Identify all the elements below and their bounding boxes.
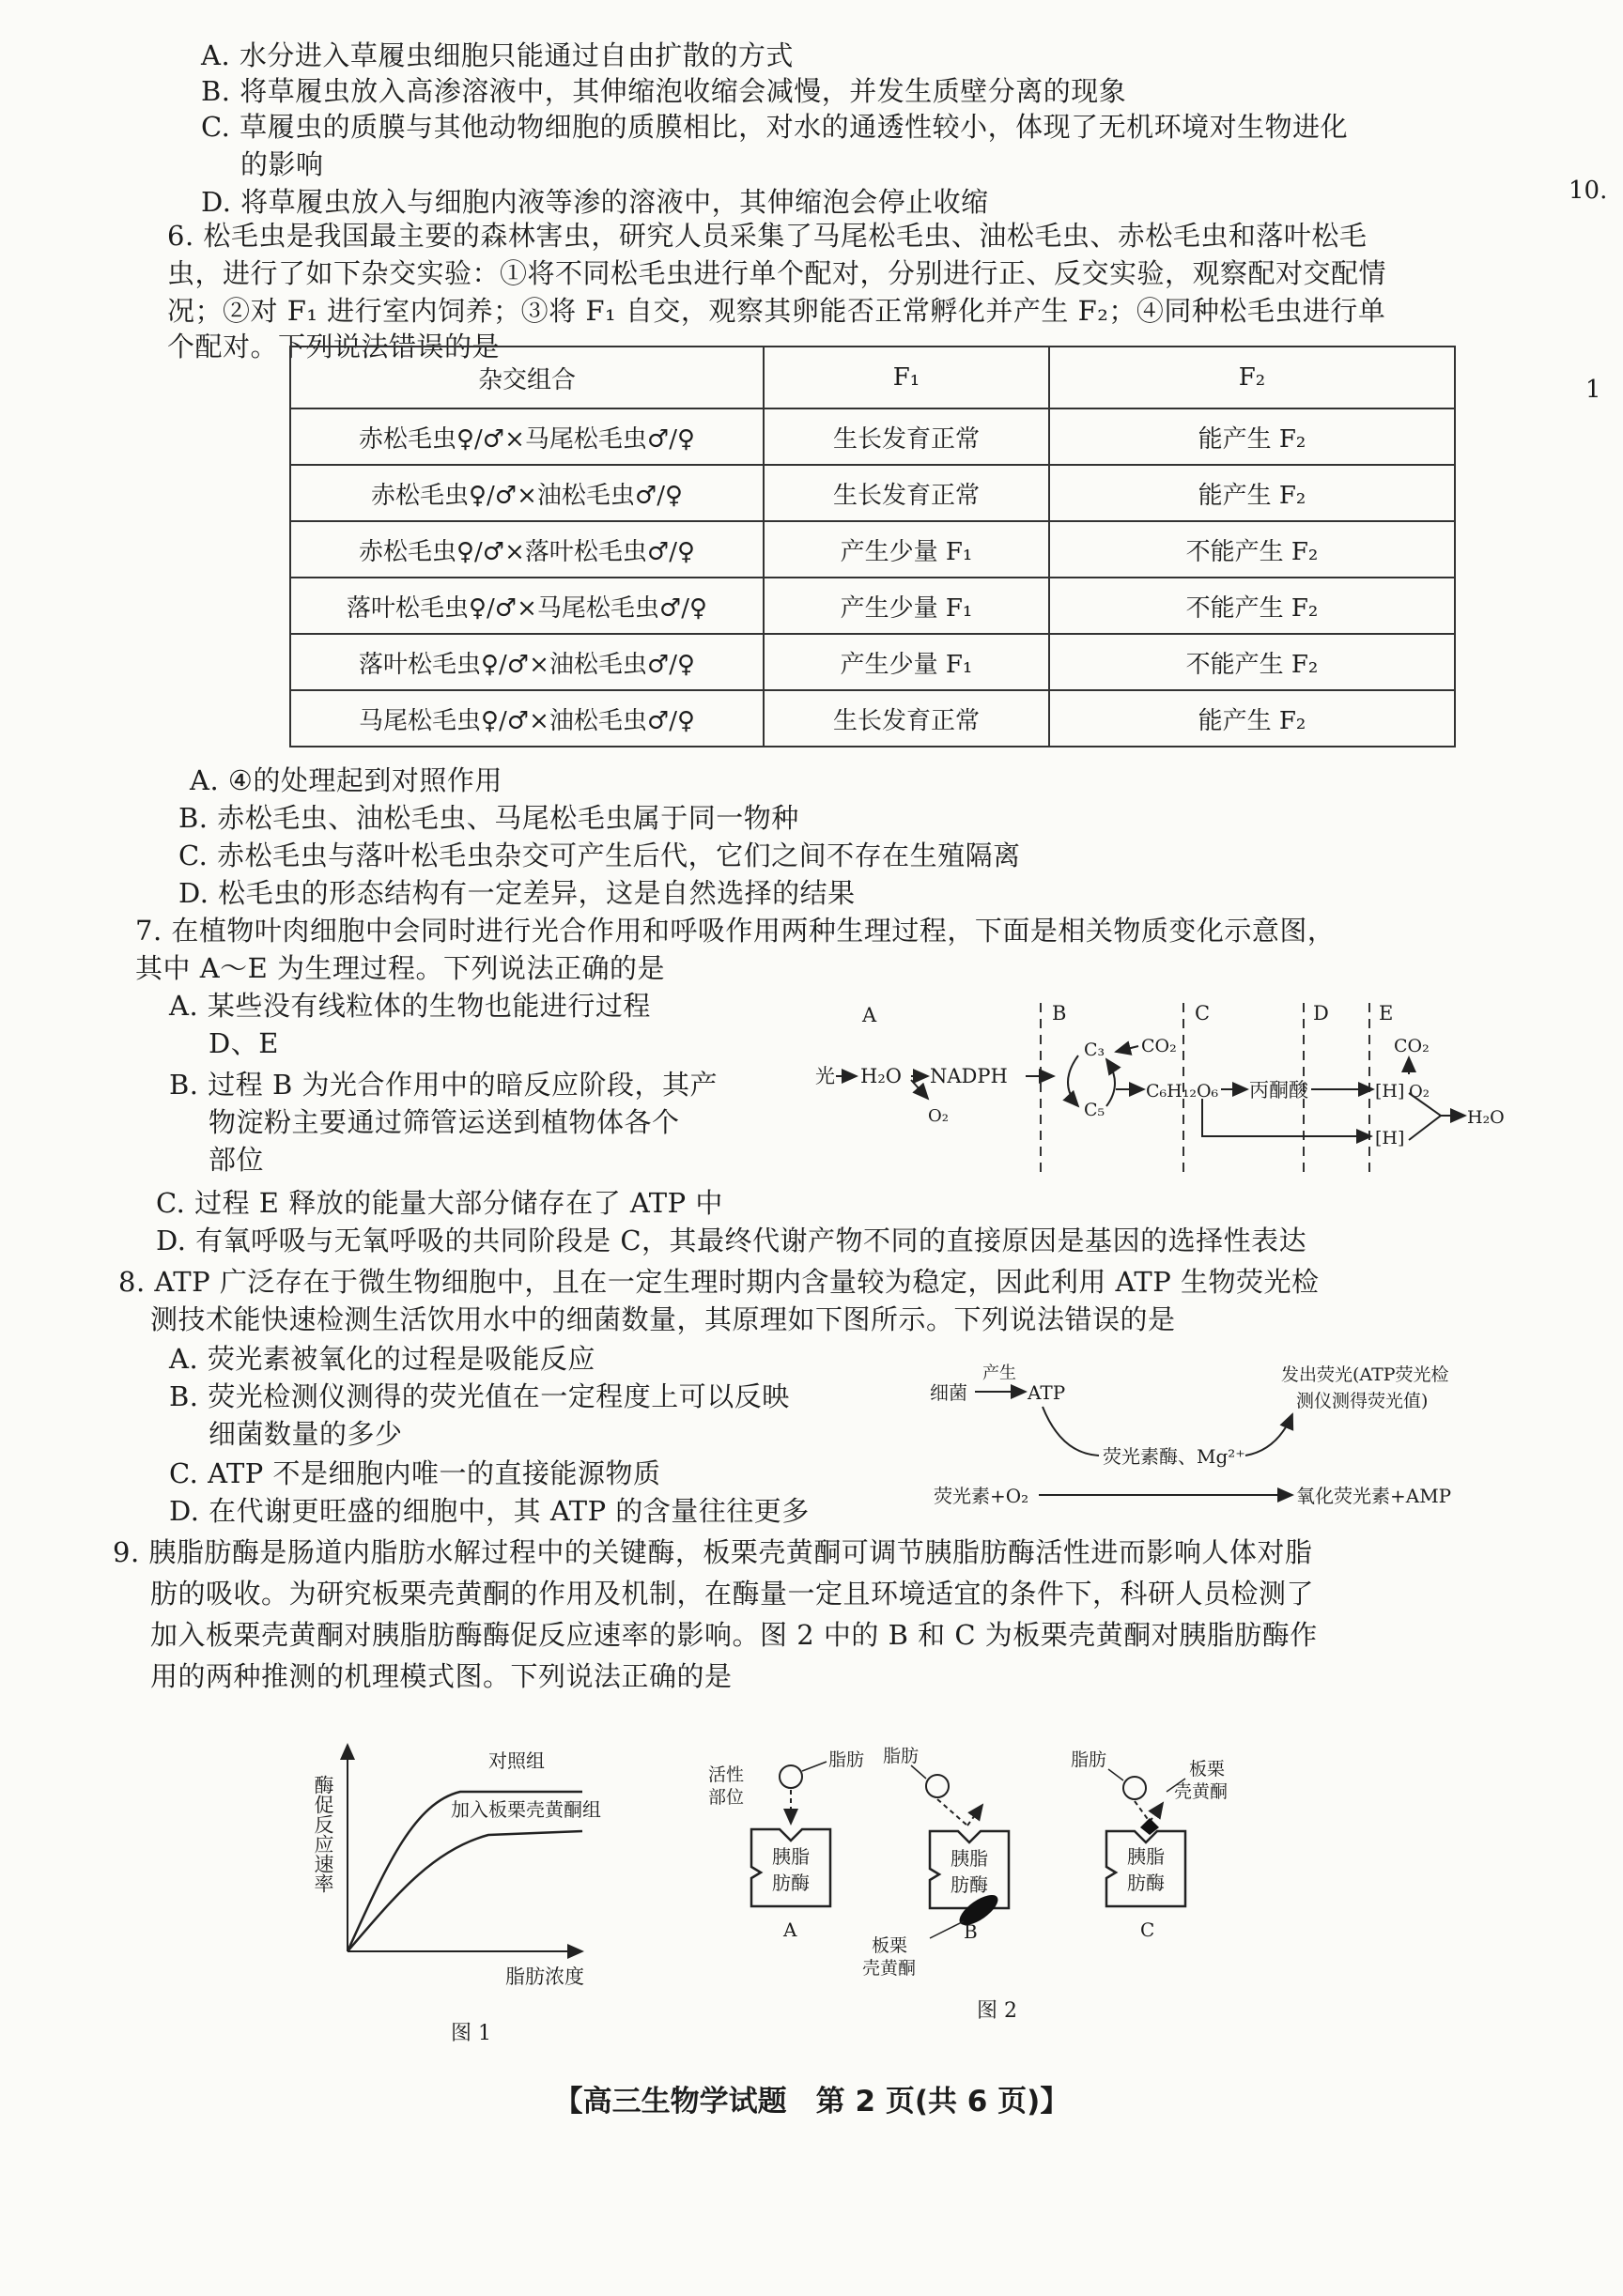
- table-cell: 不能产生 F₂: [1049, 578, 1455, 634]
- figure-1-caption: 图 1: [451, 2022, 491, 2045]
- enzyme-label-b-2: 肪酶: [951, 1873, 988, 1896]
- header-f2: F₂: [1049, 347, 1455, 408]
- enzyme-label: 荧光素酶、Mg²⁺: [1103, 1445, 1245, 1468]
- q5-option-d: D. 将草履虫放入与细胞内液等渗的溶液中，其伸缩泡会停止收缩: [201, 186, 989, 218]
- process-label-c: C: [1195, 1002, 1211, 1025]
- table-cell: 落叶松毛虫♀/♂×油松毛虫♂/♀: [290, 634, 764, 690]
- emit-label-2: 测仪测得荧光值): [1296, 1391, 1429, 1411]
- y-axis-label: 酶促反应速率: [312, 1775, 334, 1893]
- table-cell: 赤松毛虫♀/♂×马尾松毛虫♂/♀: [290, 408, 764, 465]
- margin-number-2: 1: [1585, 376, 1601, 404]
- flavonoid-label-b-2: 壳黄酮: [862, 1958, 917, 1979]
- q5-option-c: C. 草履虫的质膜与其他动物细胞的质膜相比，对水的通透性较小，体现了无机环境对生物进化: [201, 111, 1349, 143]
- substrate-label: 荧光素+O₂: [934, 1485, 1029, 1507]
- table-cell: 不能产生 F₂: [1049, 521, 1455, 578]
- metabolism-diagram: [808, 984, 1615, 1191]
- fat-molecule: [1123, 1777, 1146, 1799]
- q7-stem-2: 其中 A～E 为生理过程。下列说法正确的是: [135, 952, 666, 984]
- q7-option-a-cont: D、E: [209, 1027, 279, 1059]
- product-label: 氧化荧光素+AMP: [1296, 1485, 1452, 1507]
- fat-label: 脂肪: [828, 1749, 865, 1770]
- table-cell: 能产生 F₂: [1049, 465, 1455, 521]
- table-cell: 不能产生 F₂: [1049, 634, 1455, 690]
- q9-stem-4: 用的两种推测的机理模式图。下列说法正确的是: [150, 1660, 733, 1692]
- q7-option-d: D. 有氧呼吸与无氧呼吸的共同阶段是 C，其最终代谢产物不同的直接原因是基因的选择性表达: [156, 1225, 1307, 1256]
- fat-molecule: [926, 1775, 949, 1797]
- enzyme-label-c-2: 肪酶: [1127, 1872, 1165, 1894]
- q7-option-b-cont1: 物淀粉主要通过筛管运送到植物体各个: [209, 1106, 680, 1138]
- table-cell: 能产生 F₂: [1049, 408, 1455, 465]
- q8-option-a: A. 荧光素被氧化的过程是吸能反应: [169, 1343, 595, 1375]
- co2-label: CO₂: [1141, 1036, 1177, 1056]
- process-label-d: D: [1313, 1002, 1329, 1025]
- table-row: [290, 634, 1455, 690]
- q6-stem-4: 个配对。下列说法错误的是: [167, 331, 501, 362]
- process-label-b: B: [1052, 1002, 1067, 1025]
- q7-option-b-cont2: 部位: [209, 1144, 265, 1176]
- process-label-e: E: [1379, 1002, 1394, 1025]
- treated-label: 加入板栗壳黄酮组: [451, 1798, 601, 1821]
- q6-option-d: D. 松毛虫的形态结构有一定差异，这是自然选择的结果: [178, 877, 856, 909]
- table-row: [290, 578, 1455, 634]
- q7-option-c: C. 过程 E 释放的能量大部分储存在了 ATP 中: [156, 1187, 723, 1219]
- table-cell: 产生少量 F₁: [764, 521, 1049, 578]
- table-cell: 生长发育正常: [764, 690, 1049, 747]
- oxygen-e-label: O₂: [1409, 1082, 1430, 1102]
- q8-option-c: C. ATP 不是细胞内唯一的直接能源物质: [169, 1457, 661, 1489]
- panel-b-label: B: [964, 1920, 978, 1943]
- table-cell: 落叶松毛虫♀/♂×马尾松毛虫♂/♀: [290, 578, 764, 634]
- c3-label: C₃: [1084, 1040, 1105, 1060]
- table-row: [290, 465, 1455, 521]
- table-header-row: [290, 347, 1455, 408]
- q6-option-c: C. 赤松毛虫与落叶松毛虫杂交可产生后代，它们之间不存在生殖隔离: [178, 840, 1021, 871]
- flavonoid-label-c-2: 壳黄酮: [1174, 1781, 1229, 1802]
- light-label: 光: [815, 1065, 835, 1087]
- panel-b: [862, 1746, 1009, 1979]
- panel-a: [708, 1749, 864, 1941]
- atp-label: ATP: [1028, 1381, 1066, 1404]
- q6-stem-3: 况；②对 F₁ 进行室内饲养；③将 F₁ 自交，观察其卵能否正常孵化并产生 F₂；④同种松毛虫进行单: [167, 295, 1386, 327]
- treated-curve: [348, 1831, 582, 1951]
- q5-option-a: A. 水分进入草履虫细胞只能通过自由扩散的方式: [201, 39, 794, 71]
- enzyme-shape: [1106, 1831, 1185, 1906]
- page-footer: 【高三生物学试题 第 2 页(共 6 页)】: [553, 2085, 1070, 2119]
- figure-1-chart: [301, 1737, 714, 2057]
- margin-number: 10.: [1569, 177, 1608, 205]
- cross-table: [289, 346, 1456, 747]
- q9-stem-3: 加入板栗壳黄酮对胰脂肪酶酶促反应速率的影响。图 2 中的 B 和 C 为板栗壳黄酮对胰脂肪酶作: [150, 1619, 1318, 1651]
- table-row: [290, 521, 1455, 578]
- panel-c-label: C: [1140, 1918, 1155, 1941]
- hydrogen-label-2: [H]: [1375, 1128, 1405, 1148]
- q6-stem-1: 6. 松毛虫是我国最主要的森林害虫，研究人员采集了马尾松毛虫、油松毛虫、赤松毛虫和落叶松毛: [167, 220, 1368, 252]
- luciferase-diagram: [920, 1352, 1597, 1512]
- table-cell: 产生少量 F₁: [764, 634, 1049, 690]
- flavonoid-label-c: 板栗: [1189, 1759, 1226, 1780]
- fat-label-b: 脂肪: [883, 1746, 920, 1766]
- q7-stem-1: 7. 在植物叶肉细胞中会同时进行光合作用和呼吸作用两种生理过程，下面是相关物质变化示意图，: [135, 915, 1336, 947]
- q8-stem-1: 8. ATP 广泛存在于微生物细胞中，且在一定生理时期内含量较为稳定，因此利用 ATP 生物荧光检: [118, 1266, 1320, 1298]
- table-cell: 产生少量 F₁: [764, 578, 1049, 634]
- enzyme-shape: [751, 1829, 830, 1906]
- q7-option-b: B. 过程 B 为光合作用中的暗反应阶段，其产: [169, 1069, 718, 1101]
- table-row: [290, 408, 1455, 465]
- q5-option-b: B. 将草履虫放入高渗溶液中，其伸缩泡收缩会减慢，并发生质壁分离的现象: [201, 75, 1127, 107]
- q7-option-a: A. 某些没有线粒体的生物也能进行过程: [169, 990, 651, 1022]
- water-e-label: H₂O: [1467, 1107, 1505, 1128]
- q8-option-b-cont: 细菌数量的多少: [209, 1418, 403, 1450]
- q5-option-c-cont: 的影响: [240, 148, 324, 180]
- enzyme-label-b: 胰脂: [951, 1847, 988, 1870]
- active-site-label: 活性: [708, 1764, 745, 1785]
- emit-label-1: 发出荧光(ATP荧光检: [1281, 1364, 1449, 1385]
- pyruvate-label: 丙酮酸: [1249, 1079, 1308, 1102]
- enzyme-label-2: 肪酶: [772, 1872, 810, 1894]
- co2-e-label: CO₂: [1394, 1036, 1430, 1056]
- control-label: 对照组: [488, 1749, 545, 1772]
- header-cross-combo: 杂交组合: [290, 347, 764, 408]
- water-label: H₂O: [860, 1065, 902, 1087]
- produce-label: 产生: [982, 1364, 1016, 1383]
- enzyme-label: 胰脂: [772, 1845, 810, 1868]
- active-site-label-2: 部位: [708, 1787, 745, 1808]
- x-axis-label: 脂肪浓度: [505, 1965, 584, 1988]
- table-cell: 赤松毛虫♀/♂×落叶松毛虫♂/♀: [290, 521, 764, 578]
- q8-stem-2: 测技术能快速检测生活饮用水中的细菌数量，其原理如下图所示。下列说法错误的是: [150, 1303, 1176, 1335]
- table-row: [290, 690, 1455, 747]
- q9-stem-2: 肪的吸收。为研究板栗壳黄酮的作用及机制，在酶量一定且环境适宜的条件下，科研人员检测了: [150, 1578, 1315, 1610]
- c5-label: C₅: [1084, 1100, 1105, 1120]
- flavonoid-label-b: 板栗: [872, 1935, 908, 1956]
- q8-option-b: B. 荧光检测仪测得的荧光值在一定程度上可以反映: [169, 1380, 790, 1412]
- table-cell: 马尾松毛虫♀/♂×油松毛虫♂/♀: [290, 690, 764, 747]
- header-f1: F₁: [764, 347, 1049, 408]
- q6-stem-2: 虫，进行了如下杂交实验：①将不同松毛虫进行单个配对，分别进行正、反交实验，观察配对交配情: [167, 257, 1387, 289]
- panel-c: [1071, 1749, 1228, 1941]
- figure-2-mechanism: [686, 1737, 1268, 2057]
- glucose-label: C₆H₁₂O₆: [1146, 1081, 1219, 1102]
- enzyme-label-c: 胰脂: [1127, 1845, 1165, 1868]
- bacteria-label: 细菌: [930, 1381, 967, 1404]
- fat-molecule: [780, 1765, 802, 1788]
- table-cell: 生长发育正常: [764, 465, 1049, 521]
- fat-label-c: 脂肪: [1071, 1749, 1107, 1770]
- q6-option-a: A. ④的处理起到对照作用: [190, 764, 502, 796]
- q6-option-b: B. 赤松毛虫、油松毛虫、马尾松毛虫属于同一物种: [178, 802, 799, 834]
- table-cell: 赤松毛虫♀/♂×油松毛虫♂/♀: [290, 465, 764, 521]
- table-cell: 能产生 F₂: [1049, 690, 1455, 747]
- table-cell: 生长发育正常: [764, 408, 1049, 465]
- q8-option-d: D. 在代谢更旺盛的细胞中，其 ATP 的含量往往更多: [169, 1495, 810, 1527]
- q9-stem-1: 9. 胰脂肪酶是肠道内脂肪水解过程中的关键酶，板栗壳黄酮可调节胰脂肪酶活性进而影响人体对脂: [113, 1536, 1313, 1568]
- figure-2-caption: 图 2: [977, 1999, 1017, 2023]
- enzyme-shape: [930, 1831, 1009, 1908]
- oxygen-label: O₂: [928, 1106, 949, 1126]
- nadph-label: NADPH: [930, 1065, 1008, 1087]
- hydrogen-label: [H]: [1375, 1081, 1405, 1102]
- panel-a-label: A: [783, 1918, 797, 1941]
- process-label-a: A: [862, 1004, 877, 1026]
